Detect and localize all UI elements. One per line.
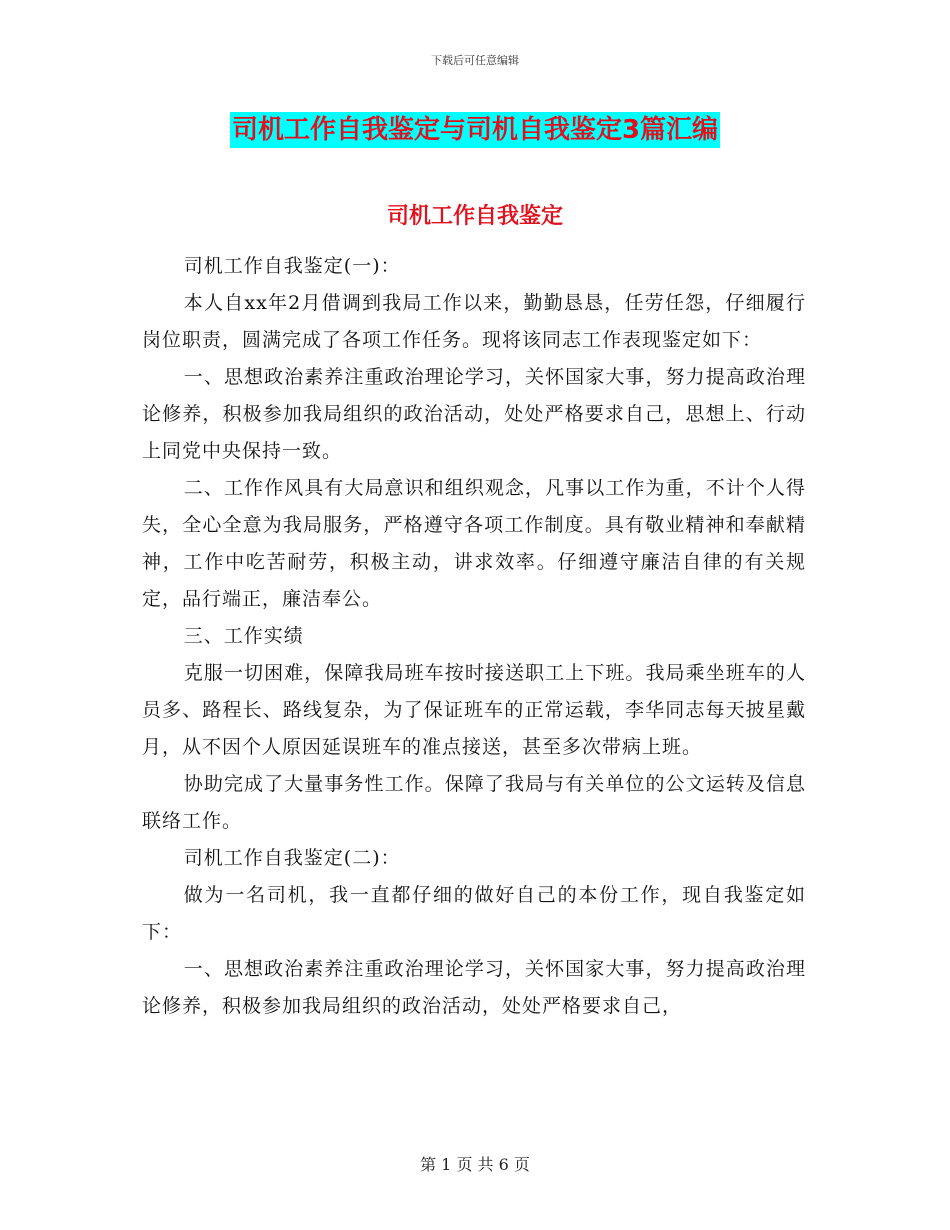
document-title-container [0, 112, 950, 148]
paragraph-subheading-2: 司机工作自我鉴定(二)： [183, 847, 401, 869]
page-number-footer: 第 1 页 共 6 页 [420, 1155, 530, 1174]
paragraph: 克服一切困难，保障我局班车按时接送职工上下班。我局乘坐班车的人员多、路程长、路线复杂，为了保证班车的正常运载，李华同志每天披星戴月，从不因个人原因延误班车的准点接送，甚至多次带病上班。 [142, 662, 806, 758]
paragraph: 二、工作作风具有大局意识和组织观念，凡事以工作为重，不计个人得失，全心全意为我局服务，严格遵守各项工作制度。具有敬业精神和奉献精神，工作中吃苦耐劳，积极主动，讲求效率。仔细遵守廉洁自律的有关规定，品行端正，廉洁奉公。 [142, 477, 806, 610]
paragraph: 一、思想政治素养注重政治理论学习，关怀国家大事，努力提高政治理论修养，积极参加我局组织的政治活动，处处严格要求自己， [142, 958, 806, 1017]
page-header-note: 下载后可任意编辑 [431, 54, 519, 67]
paragraph: 做为一名司机，我一直都仔细的做好自己的本份工作，现自我鉴定如下： [142, 884, 806, 943]
document-body [142, 248, 806, 1025]
paragraph: 一、思想政治素养注重政治理论学习，关怀国家大事，努力提高政治理论修养，积极参加我局组织的政治活动，处处严格要求自己，思想上、行动上同党中央保持一致。 [142, 366, 806, 462]
paragraph-subheading: 三、工作实绩 [183, 625, 304, 647]
paragraph: 本人自xx年2月借调到我局工作以来，勤勤恳恳，任劳任怨，仔细履行岗位职责，圆满完成了各项工作任务。现将该同志工作表现鉴定如下： [142, 292, 806, 351]
section-title: 司机工作自我鉴定 [386, 204, 563, 229]
paragraph: 协助完成了大量事务性工作。保障了我局与有关单位的公文运转及信息联络工作。 [142, 773, 806, 832]
paragraph-subheading-1: 司机工作自我鉴定(一)： [183, 255, 401, 277]
document-title: 司机工作自我鉴定与司机自我鉴定3篇汇编 [230, 112, 720, 148]
